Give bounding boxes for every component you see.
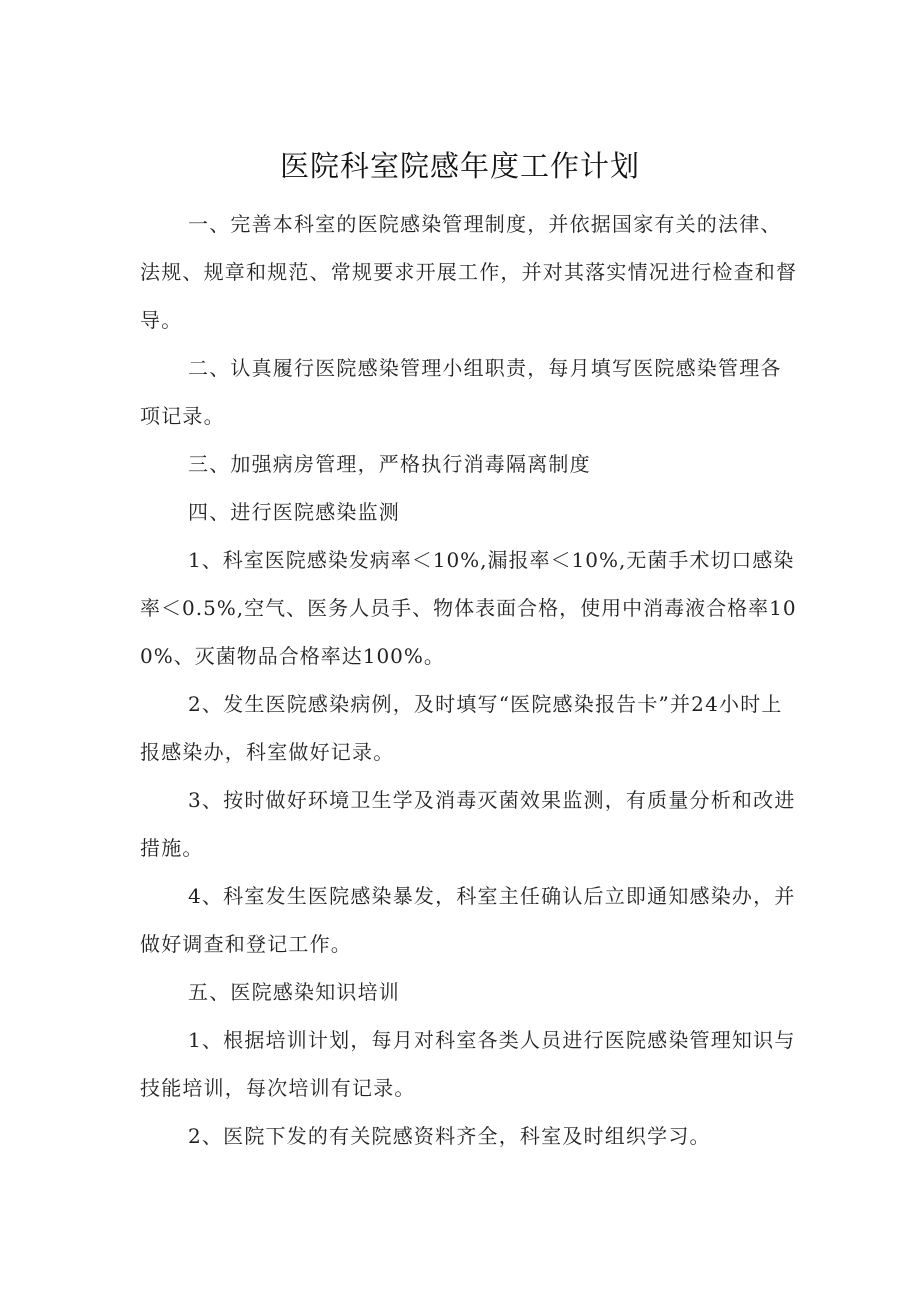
- paragraph-5: 1、科室医院感染发病率＜10%,漏报率＜10%,无菌手术切口感染率＜0.5%,空气、医务人员手、物体表面合格，使用中消毒液合格率100%、灭菌物品合格率达100%。: [140, 548, 797, 668]
- paragraph-9: 五、医院感染知识培训: [188, 980, 400, 1004]
- document-body: [140, 200, 800, 1160]
- paragraph-11: 2、医院下发的有关院感资料齐全，科室及时组织学习。: [188, 1124, 711, 1148]
- paragraph-3: 三、加强病房管理，严格执行消毒隔离制度: [188, 452, 591, 476]
- paragraph-8: 4、科室发生医院感染暴发，科室主任确认后立即通知感染办，并做好调查和登记工作。: [140, 884, 796, 956]
- document-title: 医院科室院感年度工作计划: [279, 149, 640, 183]
- paragraph-2: 二、认真履行医院感染管理小组职责，每月填写医院感染管理各项记录。: [140, 356, 782, 428]
- paragraph-10: 1、根据培训计划，每月对科室各类人员进行医院感染管理知识与技能培训，每次培训有记录。: [140, 1028, 796, 1100]
- paragraph-1: 一、完善本科室的医院感染管理制度，并依据国家有关的法律、法规、规章和规范、常规要求开展工作，并对其落实情况进行检查和督导。: [140, 212, 798, 332]
- paragraph-4: 四、进行医院感染监测: [188, 500, 400, 524]
- paragraph-6: 2、发生医院感染病例，及时填写“医院感染报告卡”并24小时上报感染办，科室做好记录。: [140, 692, 783, 764]
- paragraph-7: 3、按时做好环境卫生学及消毒灭菌效果监测，有质量分析和改进措施。: [140, 788, 796, 860]
